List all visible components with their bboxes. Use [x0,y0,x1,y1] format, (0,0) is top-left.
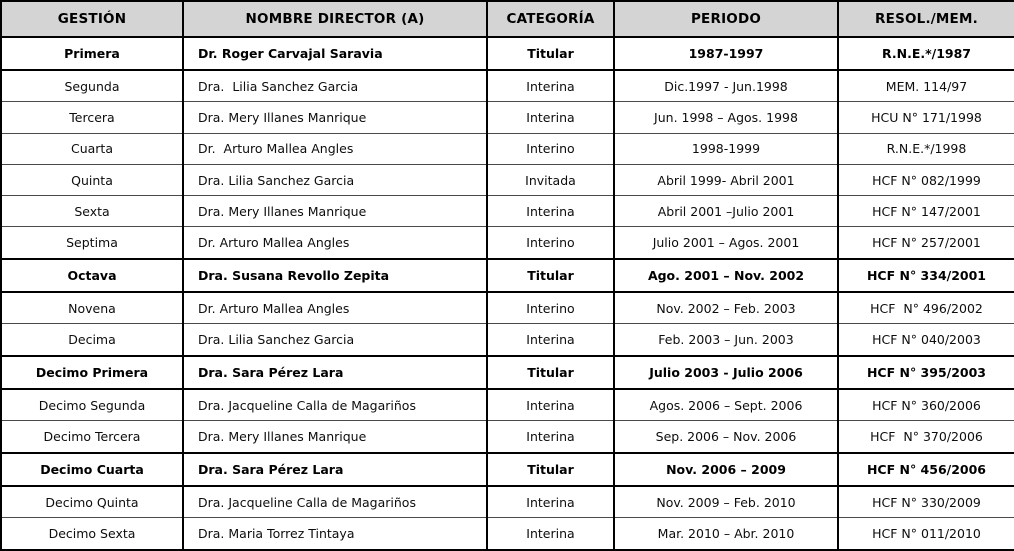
cell-periodo: 1987-1997 [614,37,838,70]
cell-gestion: Decima [1,324,183,356]
table-row [1,196,1014,227]
cell-gestion: Decimo Segunda [1,389,183,421]
cell-categoria: Titular [487,37,614,70]
cell-resol: MEM. 114/97 [838,70,1014,102]
cell-nombre: Dra. Mery Illanes Manrique [183,102,487,133]
table-body [1,37,1014,550]
cell-nombre: Dra. Sara Pérez Lara [183,453,487,486]
cell-categoria: Interino [487,227,614,259]
cell-gestion: Decimo Primera [1,356,183,389]
cell-categoria: Interina [487,102,614,133]
column-header-resol: RESOL./MEM. [838,1,1014,37]
column-header-nombre: NOMBRE DIRECTOR (A) [183,1,487,37]
cell-resol: HCF N° 011/2010 [838,518,1014,550]
cell-categoria: Interina [487,518,614,550]
cell-gestion: Sexta [1,196,183,227]
cell-gestion: Primera [1,37,183,70]
cell-gestion: Octava [1,259,183,292]
table-row [1,70,1014,102]
cell-categoria: Interina [487,196,614,227]
column-header-gestion: GESTIÓN [1,1,183,37]
cell-resol: HCF N° 370/2006 [838,421,1014,453]
cell-gestion: Quinta [1,164,183,195]
cell-periodo: Nov. 2006 – 2009 [614,453,838,486]
cell-gestion: Cuarta [1,133,183,164]
cell-nombre: Dr. Roger Carvajal Saravia [183,37,487,70]
cell-gestion: Novena [1,292,183,324]
cell-nombre: Dra. Sara Pérez Lara [183,356,487,389]
cell-gestion: Septima [1,227,183,259]
cell-categoria: Titular [487,259,614,292]
cell-periodo: Julio 2001 – Agos. 2001 [614,227,838,259]
cell-categoria: Titular [487,356,614,389]
cell-nombre: Dra. Jacqueline Calla de Magariños [183,486,487,518]
table-row [1,324,1014,356]
cell-nombre: Dra. Lilia Sanchez Garcia [183,164,487,195]
cell-resol: R.N.E.*/1998 [838,133,1014,164]
cell-periodo: Dic.1997 - Jun.1998 [614,70,838,102]
cell-nombre: Dra. Lilia Sanchez Garcia [183,70,487,102]
table-row [1,133,1014,164]
cell-resol: HCF N° 257/2001 [838,227,1014,259]
cell-categoria: Interina [487,324,614,356]
header-row [1,1,1014,37]
cell-resol: R.N.E.*/1987 [838,37,1014,70]
cell-periodo: Julio 2003 - Julio 2006 [614,356,838,389]
cell-categoria: Interina [487,70,614,102]
cell-periodo: Abril 1999- Abril 2001 [614,164,838,195]
cell-resol: HCF N° 082/1999 [838,164,1014,195]
cell-periodo: Nov. 2009 – Feb. 2010 [614,486,838,518]
cell-resol: HCF N° 456/2006 [838,453,1014,486]
cell-resol: HCF N° 330/2009 [838,486,1014,518]
cell-gestion: Segunda [1,70,183,102]
table-row [1,453,1014,486]
table-header [1,1,1014,37]
cell-resol: HCF N° 360/2006 [838,389,1014,421]
cell-periodo: Ago. 2001 – Nov. 2002 [614,259,838,292]
cell-nombre: Dra. Jacqueline Calla de Magariños [183,389,487,421]
cell-resol: HCF N° 147/2001 [838,196,1014,227]
column-header-categoria: CATEGORÍA [487,1,614,37]
cell-nombre: Dr. Arturo Mallea Angles [183,133,487,164]
cell-categoria: Titular [487,453,614,486]
cell-nombre: Dra. Mery Illanes Manrique [183,196,487,227]
cell-nombre: Dra. Susana Revollo Zepita [183,259,487,292]
cell-nombre: Dra. Maria Torrez Tintaya [183,518,487,550]
cell-periodo: Sep. 2006 – Nov. 2006 [614,421,838,453]
cell-resol: HCF N° 040/2003 [838,324,1014,356]
cell-periodo: 1998-1999 [614,133,838,164]
cell-periodo: Nov. 2002 – Feb. 2003 [614,292,838,324]
cell-periodo: Mar. 2010 – Abr. 2010 [614,518,838,550]
column-header-periodo: PERIODO [614,1,838,37]
table-row [1,356,1014,389]
cell-resol: HCF N° 334/2001 [838,259,1014,292]
cell-nombre: Dra. Lilia Sanchez Garcia [183,324,487,356]
cell-categoria: Interino [487,292,614,324]
cell-nombre: Dra. Mery Illanes Manrique [183,421,487,453]
table-row [1,227,1014,259]
cell-resol: HCF N° 395/2003 [838,356,1014,389]
cell-categoria: Interina [487,389,614,421]
cell-gestion: Tercera [1,102,183,133]
cell-periodo: Feb. 2003 – Jun. 2003 [614,324,838,356]
cell-categoria: Interina [487,421,614,453]
cell-nombre: Dr. Arturo Mallea Angles [183,292,487,324]
cell-resol: HCF N° 496/2002 [838,292,1014,324]
cell-gestion: Decimo Sexta [1,518,183,550]
table-row [1,102,1014,133]
cell-categoria: Invitada [487,164,614,195]
table-row [1,486,1014,518]
cell-categoria: Interino [487,133,614,164]
table-row [1,259,1014,292]
cell-periodo: Abril 2001 –Julio 2001 [614,196,838,227]
cell-gestion: Decimo Cuarta [1,453,183,486]
table-row [1,518,1014,550]
table-row [1,292,1014,324]
table-row [1,421,1014,453]
cell-nombre: Dr. Arturo Mallea Angles [183,227,487,259]
cell-gestion: Decimo Tercera [1,421,183,453]
cell-categoria: Interina [487,486,614,518]
cell-gestion: Decimo Quinta [1,486,183,518]
cell-periodo: Agos. 2006 – Sept. 2006 [614,389,838,421]
cell-resol: HCU N° 171/1998 [838,102,1014,133]
table-row [1,389,1014,421]
cell-periodo: Jun. 1998 – Agos. 1998 [614,102,838,133]
table-row [1,164,1014,195]
table-row [1,37,1014,70]
